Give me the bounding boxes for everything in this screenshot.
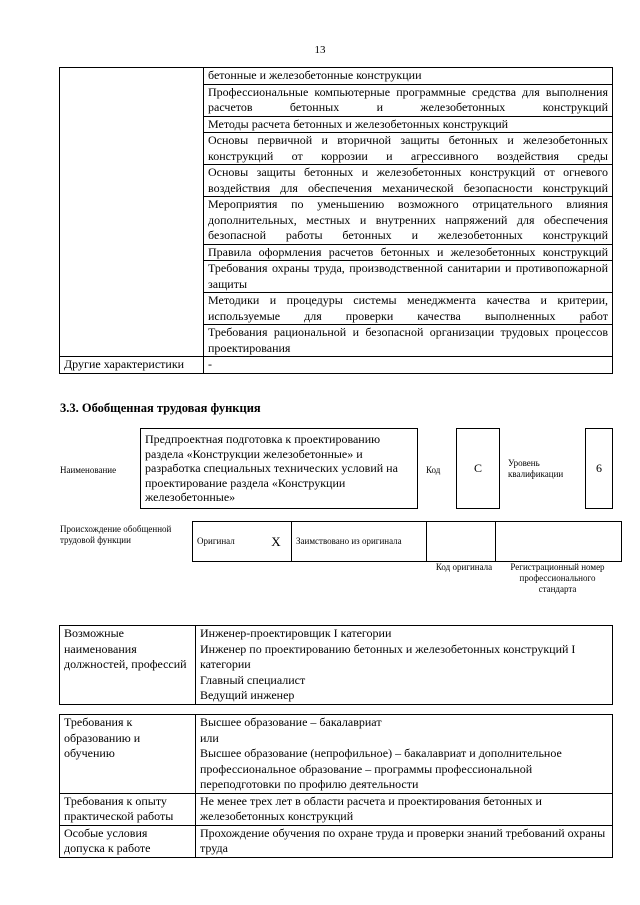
name-label: Наименование (60, 465, 117, 475)
table-cell: Основы первичной и вторичной защиты бетонных и железобетонных конструкций от коррозии и агрессивного воздействия среды (204, 133, 613, 165)
table-row (60, 825, 613, 857)
positions-label: Возможные наименования должностей, профессий (60, 626, 196, 705)
admission-value: Прохождение обучения по охране труда и проверки знаний требований охраны труда (196, 825, 613, 857)
code-label: Код (426, 465, 441, 475)
function-name: Предпроектная подготовка к проектированию раздела «Конструкции железобетонные» и разработка специальных технических условий на проектирование раздела «Конструкции железобетонные» (140, 428, 418, 509)
other-characteristics-label: Другие характеристики (60, 357, 204, 374)
table-cell: Правила оформления расчетов бетонных и железобетонных конструкций (204, 244, 613, 261)
code-value: C (456, 428, 500, 509)
table-row (60, 68, 613, 85)
table-cell: бетонные и железобетонные конструкции (204, 68, 613, 85)
code-original-cell (427, 522, 496, 562)
table-cell: Требования рациональной и безопасной организации трудовых процессов проектирования (204, 325, 613, 357)
section-heading: 3.3. Обобщенная трудовая функция (60, 401, 261, 415)
education-line: или (200, 730, 219, 745)
table-cell: Профессиональные компьютерные программные средства для выполнения расчетов бетонных и железобетонных конструкций (204, 84, 613, 116)
table-cell-empty (60, 68, 204, 357)
page-number: 13 (314, 44, 326, 56)
other-characteristics-value: - (204, 357, 613, 374)
code-original-caption: Код оригинала (435, 562, 493, 572)
position-item: Главный специалист (200, 672, 306, 687)
table-row (60, 715, 613, 794)
knowledge-table (59, 67, 613, 374)
education-line: Высшее образование (непрофильное) – бакалавриат и дополнительное профессиональное образование – программы профессиональной переподготовки по профилю деятельности (200, 746, 562, 791)
education-label: Требования к образованию и обучению (60, 715, 196, 794)
table-cell: Мероприятия по уменьшению возможного отрицательного влияния дополнительных, местных и внутренних напряжений для обеспечения безопасной работы бетонных и железобетонных конструкций (204, 197, 613, 245)
table-cell: Методы расчета бетонных и железобетонных конструкций (204, 116, 613, 133)
origin-table (192, 521, 622, 562)
origin-label: Происхождение обобщенной трудовой функции (60, 524, 172, 545)
table-row (60, 357, 613, 374)
table-cell: Требования охраны труда, производственной санитарии и противопожарной защиты (204, 261, 613, 293)
position-item: Инженер-проектировщик I категории (200, 626, 392, 640)
original-mark: X (261, 522, 292, 562)
table-cell: Методики и процедуры системы менеджмента качества и критерии, используемые для проверки качества выполненных работ (204, 293, 613, 325)
level-value: 6 (585, 428, 613, 509)
requirements-table (59, 714, 613, 858)
reg-number-caption: Регистрационный номер профессионального стандарта (510, 562, 605, 594)
education-line: Высшее образование – бакалавриат (200, 715, 382, 729)
table-cell: Основы защиты бетонных и железобетонных конструкций от огневого воздействия для обеспечения механической безопасности конструкций (204, 165, 613, 197)
positions-values (196, 626, 613, 705)
positions-table (59, 625, 613, 705)
original-label: Оригинал (193, 522, 262, 562)
experience-label: Требования к опыту практической работы (60, 793, 196, 825)
education-values (196, 715, 613, 794)
experience-value: Не менее трех лет в области расчета и проектирования бетонных и железобетонных конструкций (196, 793, 613, 825)
admission-label: Особые условия допуска к работе (60, 825, 196, 857)
position-item: Ведущий инженер (200, 688, 295, 702)
table-row (193, 522, 622, 562)
table-row (60, 793, 613, 825)
position-item: Инженер по проектированию бетонных и железобетонных конструкций I категории (200, 641, 576, 671)
table-row (60, 626, 613, 705)
borrowed-label: Заимствовано из оригинала (292, 522, 427, 562)
level-label: Уровень квалификации (508, 458, 564, 479)
reg-number-cell (496, 522, 622, 562)
